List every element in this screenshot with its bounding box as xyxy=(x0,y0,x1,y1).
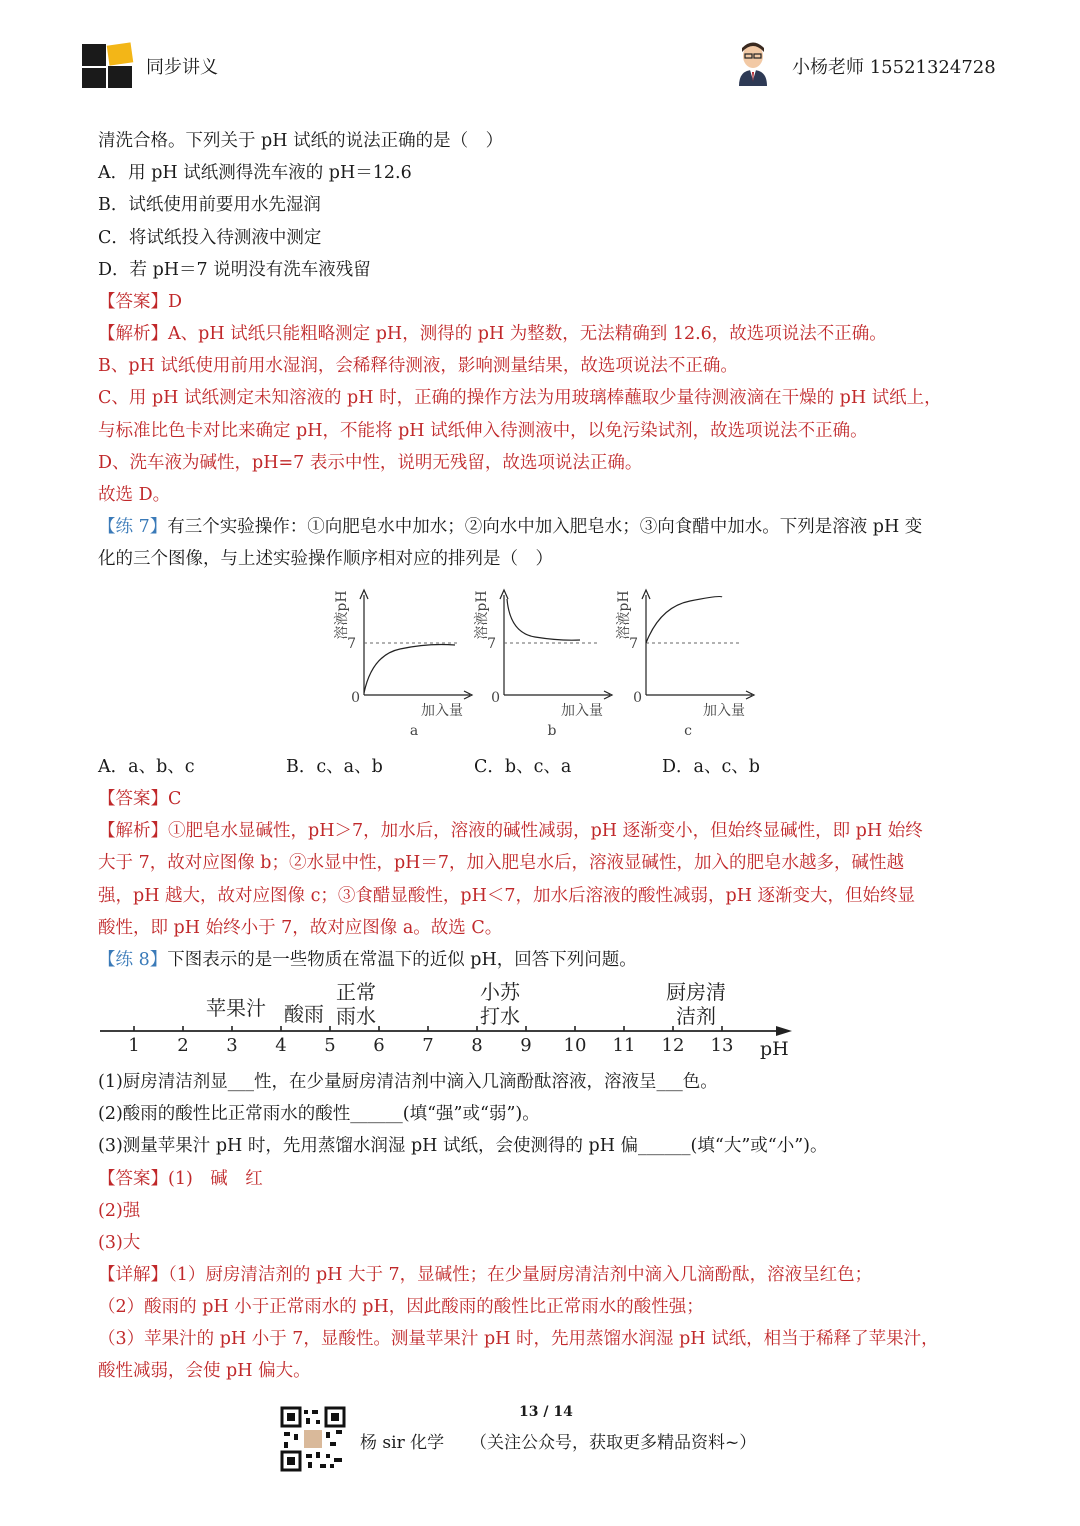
question-stem xyxy=(98,516,922,538)
analysis-line: 与标准比色卡对比来确定 pH，不能将 pH 试纸伸入待测液中，以免污染试剂，故选项说法不正确。 xyxy=(98,421,868,441)
sub-question: (1)厨房清洁剂显___性，在少量厨房清洁剂中滴入几滴酚酞溶液，溶液呈___色。 xyxy=(98,1072,718,1092)
answer-value: (1) 碱 红 xyxy=(168,1169,263,1189)
teacher-contact: 小杨老师 15521324728 xyxy=(792,57,996,78)
scale-unit: pH xyxy=(760,1038,789,1060)
logo xyxy=(82,44,134,88)
scale-tick-label: 5 xyxy=(324,1035,336,1056)
answer-tag: 【答案】 xyxy=(98,1169,168,1189)
option-c: C．b、c、a xyxy=(474,757,572,777)
detail-tag: 【详解】 xyxy=(98,1265,168,1285)
graph-xlabel: 加入量 xyxy=(703,703,745,719)
analysis-text: A、pH 试纸只能粗略测定 pH，测得的 pH 为整数，无法精确到 12.6，故选项说法不正确。 xyxy=(168,324,887,344)
footer-brand: 杨 sir 化学 xyxy=(360,1433,445,1453)
option-c: C．将试纸投入待测液中测定 xyxy=(98,228,322,248)
answer-value: C xyxy=(168,789,182,809)
graph-ylabel: 溶液pH xyxy=(474,590,490,640)
avatar xyxy=(735,40,771,86)
analysis-tag: 【解析】 xyxy=(98,324,168,344)
scale-tick-label: 4 xyxy=(275,1035,287,1056)
analysis-line: D、洗车液为碱性，pH=7 表示中性，说明无残留，故选项说法正确。 xyxy=(98,453,643,473)
detail-line: （3）苹果汁的 pH 小于 7，显酸性。测量苹果汁 pH 时，先用蒸馏水润湿 pH 试纸，相当于稀释了苹果汁， xyxy=(98,1329,939,1349)
answer-tag: 【答案】 xyxy=(98,292,168,312)
graph-b xyxy=(473,590,612,739)
graph-zero: 0 xyxy=(633,690,642,706)
scale-tick-label: 7 xyxy=(422,1035,434,1056)
label-apple-juice: 苹果汁 xyxy=(206,996,266,1020)
header-title: 同步讲义 xyxy=(146,57,218,78)
graph-a xyxy=(333,590,472,739)
scale-tick-label: 6 xyxy=(373,1035,385,1056)
graph-zero: 0 xyxy=(491,690,500,706)
answer-line xyxy=(98,1168,263,1190)
detail-line xyxy=(98,1264,872,1286)
scale-tick-label: 11 xyxy=(612,1035,636,1056)
analysis-tag: 【解析】 xyxy=(98,821,168,841)
scale-tick-label: 2 xyxy=(177,1035,189,1056)
detail-line: （2）酸雨的 pH 小于正常雨水的 pH，因此酸雨的酸性比正常雨水的酸性强； xyxy=(98,1297,704,1317)
analysis-line: 酸性，即 pH 始终小于 7，故对应图像 a。故选 C。 xyxy=(98,918,503,938)
answer-line xyxy=(98,788,181,810)
ph-graphs xyxy=(320,585,760,745)
analysis-line: 大于 7，故对应图像 b；②水显中性，pH＝7，加入肥皂水后，溶液显碱性，加入的肥皂水越多，碱性越 xyxy=(98,853,905,873)
question-stem xyxy=(98,949,637,971)
analysis-line: C、用 pH 试纸测定未知溶液的 pH 时，正确的操作方法为用玻璃棒蘸取少量待测液滴在干燥的 pH 试纸上， xyxy=(98,388,942,408)
question-tag: 【练 7】 xyxy=(98,517,168,537)
option-a: A．用 pH 试纸测得洗车液的 pH＝12.6 xyxy=(98,163,412,183)
answer-line xyxy=(98,291,182,313)
graph-seven: 7 xyxy=(487,636,496,652)
analysis-line xyxy=(98,820,923,842)
answer-line: (2)强 xyxy=(98,1201,141,1221)
graph-name-b: b xyxy=(547,723,557,739)
analysis-line: 故选 D。 xyxy=(98,485,171,505)
answer-value: D xyxy=(168,292,183,312)
label-normal-rain: 雨水 xyxy=(336,1004,376,1028)
detail-line: 酸性减弱，会使 pH 偏大。 xyxy=(98,1361,311,1381)
label-kitchen-cleaner: 洁剂 xyxy=(676,1004,716,1028)
question-text: 有三个实验操作：①向肥皂水中加水；②向水中加入肥皂水；③向食醋中加水。下列是溶液 pH 变 xyxy=(167,517,923,537)
graph-c xyxy=(615,590,754,739)
sub-question: (2)酸雨的酸性比正常雨水的酸性______(填“强”或“弱”)。 xyxy=(98,1104,540,1124)
scale-tick-label: 12 xyxy=(661,1035,685,1056)
label-kitchen-cleaner: 厨房清 xyxy=(666,980,726,1004)
scale-tick-label: 3 xyxy=(226,1035,238,1056)
answer-tag: 【答案】 xyxy=(98,789,168,809)
option-d: D．a、c、b xyxy=(662,757,760,777)
label-acid-rain: 酸雨 xyxy=(284,1002,324,1026)
question-tag: 【练 8】 xyxy=(98,950,168,970)
option-b: B．c、a、b xyxy=(286,757,383,777)
graph-ylabel: 溶液pH xyxy=(334,590,350,640)
graph-seven: 7 xyxy=(629,636,638,652)
scale-tick-label: 13 xyxy=(710,1035,734,1056)
scale-tick-label: 9 xyxy=(520,1035,532,1056)
label-normal-rain: 正常 xyxy=(336,980,376,1004)
graph-name-c: c xyxy=(684,723,692,739)
analysis-line: B、pH 试纸使用前用水湿润，会稀释待测液，影响测量结果，故选项说法不正确。 xyxy=(98,356,738,376)
question-stem: 清洗合格。下列关于 pH 试纸的说法正确的是（ ） xyxy=(98,131,504,151)
footer-note: （关注公众号，获取更多精品资料~） xyxy=(470,1433,757,1453)
label-baking-soda: 小苏 xyxy=(480,980,520,1004)
scale-tick-label: 1 xyxy=(128,1035,140,1056)
sub-question: (3)测量苹果汁 pH 时，先用蒸馏水润湿 pH 试纸，会使测得的 pH 偏______(填“大”或“小”)。 xyxy=(98,1136,828,1156)
option-b: B．试纸使用前要用水先湿润 xyxy=(98,195,321,215)
header xyxy=(0,0,1080,100)
graph-name-a: a xyxy=(409,723,419,739)
qr-code xyxy=(280,1406,346,1472)
scale-tick-label: 8 xyxy=(471,1035,483,1056)
analysis-text: ①肥皂水显碱性，pH＞7，加水后，溶液的碱性减弱，pH 逐渐变小，但始终显碱性，即 pH 始终 xyxy=(168,821,923,841)
page-number: 13 / 14 xyxy=(519,1404,573,1420)
graph-ylabel: 溶液pH xyxy=(616,590,632,640)
label-baking-soda: 打水 xyxy=(480,1004,520,1028)
option-a: A．a、b、c xyxy=(98,757,195,777)
graph-xlabel: 加入量 xyxy=(561,703,603,719)
ph-scale xyxy=(96,975,816,1065)
answer-line: (3)大 xyxy=(98,1233,141,1253)
analysis-line: 强，pH 越大，故对应图像 c；③食醋显酸性，pH＜7，加水后溶液的酸性减弱，pH 逐渐变大，但始终显 xyxy=(98,886,916,906)
graph-seven: 7 xyxy=(347,636,356,652)
graph-zero: 0 xyxy=(351,690,360,706)
graph-xlabel: 加入量 xyxy=(421,703,463,719)
detail-text: （1）厨房清洁剂的 pH 大于 7，显碱性；在少量厨房清洁剂中滴入几滴酚酞，溶液呈红色； xyxy=(168,1265,873,1285)
question-stem: 化的三个图像，与上述实验操作顺序相对应的排列是（ ） xyxy=(98,549,553,569)
analysis-line xyxy=(98,323,887,345)
question-text: 下图表示的是一些物质在常温下的近似 pH，回答下列问题。 xyxy=(167,950,637,970)
scale-tick-label: 10 xyxy=(563,1035,587,1056)
option-d: D．若 pH＝7 说明没有洗车液残留 xyxy=(98,260,371,280)
